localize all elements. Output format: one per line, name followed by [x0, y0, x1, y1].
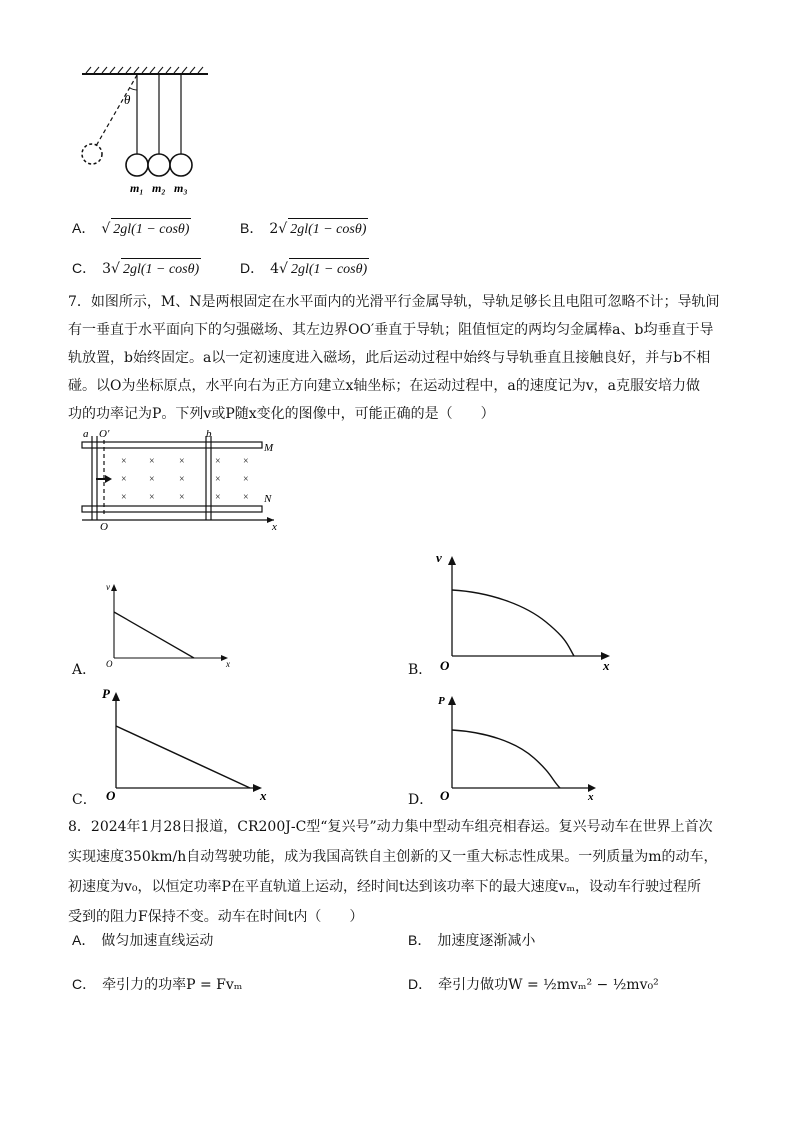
rod-a-label: a	[83, 428, 89, 440]
svg-text:×: ×	[149, 492, 155, 503]
x-axis-label: x	[603, 658, 610, 672]
svg-text:×: ×	[243, 492, 249, 503]
q8-option-d: D． 牵引力做功W = ½mvₘ² − ½mv₀²	[408, 976, 659, 993]
svg-text:×: ×	[179, 474, 185, 485]
v-x-curve	[452, 590, 574, 656]
magnetic-field	[121, 456, 249, 503]
q8-stem: 8．2024年1月28日报道，CR200J-C型“复兴号”动力集中型动车组亮相春运。复兴号动车在世界上首次 实现速度350km/h自动驾驶功能，成为我国高铁自主创新的又一重大标志性成果。一列质量为m的动车， 初速度为v₀，以恒定功率P在平直轨道上运动，经时间t达到该功率下的最大速度vₘ，设动车行驶过程所 受到的阻力F保持不变。动车在时间t内（ ）	[68, 819, 718, 925]
p-x-line	[116, 726, 250, 788]
pendulum-strings	[137, 75, 181, 154]
svg-text:×: ×	[215, 474, 221, 485]
displaced-string	[96, 75, 137, 146]
x-axis-label: x	[226, 659, 230, 669]
svg-text:×: ×	[149, 474, 155, 485]
svg-text:×: ×	[149, 456, 155, 467]
q7-graph-b	[428, 546, 618, 672]
x-axis-label: x	[272, 521, 277, 532]
svg-text:×: ×	[121, 474, 127, 485]
ball-m3	[170, 154, 192, 176]
q8-option-c: C． 牵引力的功率P = Fvₘ	[72, 976, 243, 993]
boundary-label: O′	[99, 428, 110, 440]
v-x-line	[114, 612, 194, 658]
svg-text:×: ×	[179, 456, 185, 467]
q8-option-a: A． 做匀加速直线运动	[72, 932, 214, 949]
rail-m-label: M	[264, 442, 274, 454]
svg-text:×: ×	[243, 474, 249, 485]
q6-option-b: B． 2√ 2gl(1 − cosθ)	[240, 218, 368, 240]
pendulum-figure	[80, 66, 220, 201]
y-axis-label: P	[102, 686, 110, 701]
y-axis-label: v	[106, 582, 110, 592]
label-m2: m₂	[152, 181, 166, 195]
origin-label: O	[440, 788, 450, 802]
x-axis-label: x	[260, 788, 267, 802]
origin-label: O	[440, 658, 450, 672]
q7-option-a-label: A．	[72, 662, 97, 678]
q7-option-b-label: B．	[408, 662, 433, 678]
q6-option-c: C． 3√ 2gl(1 − cosθ)	[72, 258, 201, 280]
q6-option-a: A． √ 2gl(1 − cosθ)	[72, 218, 191, 240]
svg-text:×: ×	[121, 456, 127, 467]
svg-text:×: ×	[243, 456, 249, 467]
rail-n-label: N	[264, 493, 272, 505]
rail-figure	[78, 428, 288, 532]
angle-label: θ	[124, 92, 131, 107]
label-m1: m₁	[130, 181, 144, 195]
y-axis-label: v	[436, 550, 442, 565]
svg-text:×: ×	[121, 492, 127, 503]
origin-label: O	[100, 521, 108, 532]
q7-graph-c	[96, 684, 286, 802]
svg-text:×: ×	[179, 492, 185, 503]
p-x-curve	[452, 730, 560, 788]
q7-stem: 7．如图所示，M、N是两根固定在水平面内的光滑平行金属导轨，导轨足够长且电阻可忽略不计；导轨间 有一垂直于水平面向下的匀强磁场、其左边界OO′垂直于导轨；阻值恒定的两均匀金属棒a、b均垂直于导 轨放置，b始终固定。a以一定初速度进入磁场，此后运动过程中始终与导轨垂直且接触良好，并与b不相 碰。以O为坐标原点，水平向右为正方向建立x轴坐标；在运动过程中，a的速度记为v，a克服安培力做 功的功率记为P。下列v或P随x变化的图像中，可能正确的是（ ）	[68, 294, 720, 422]
displaced-ball	[82, 144, 102, 164]
label-m3: m₃	[174, 181, 188, 195]
x-axis-label: x	[588, 791, 594, 802]
origin-label: O	[106, 788, 116, 802]
rod-b-label: b	[206, 428, 212, 440]
q7-option-c-label: C．	[72, 792, 97, 808]
q6-option-d: D． 4√ 2gl(1 − cosθ)	[240, 258, 369, 280]
svg-text:×: ×	[215, 492, 221, 503]
q7-option-d-label: D．	[408, 792, 434, 808]
q7-graph-d	[430, 688, 610, 802]
q7-graph-a	[100, 578, 240, 670]
ball-m2	[148, 154, 170, 176]
y-axis-label: P	[438, 695, 445, 707]
ball-m1	[126, 154, 148, 176]
q8-option-b: B． 加速度逐渐减小	[408, 932, 536, 949]
svg-text:×: ×	[215, 456, 221, 467]
origin-label: O	[106, 659, 113, 669]
